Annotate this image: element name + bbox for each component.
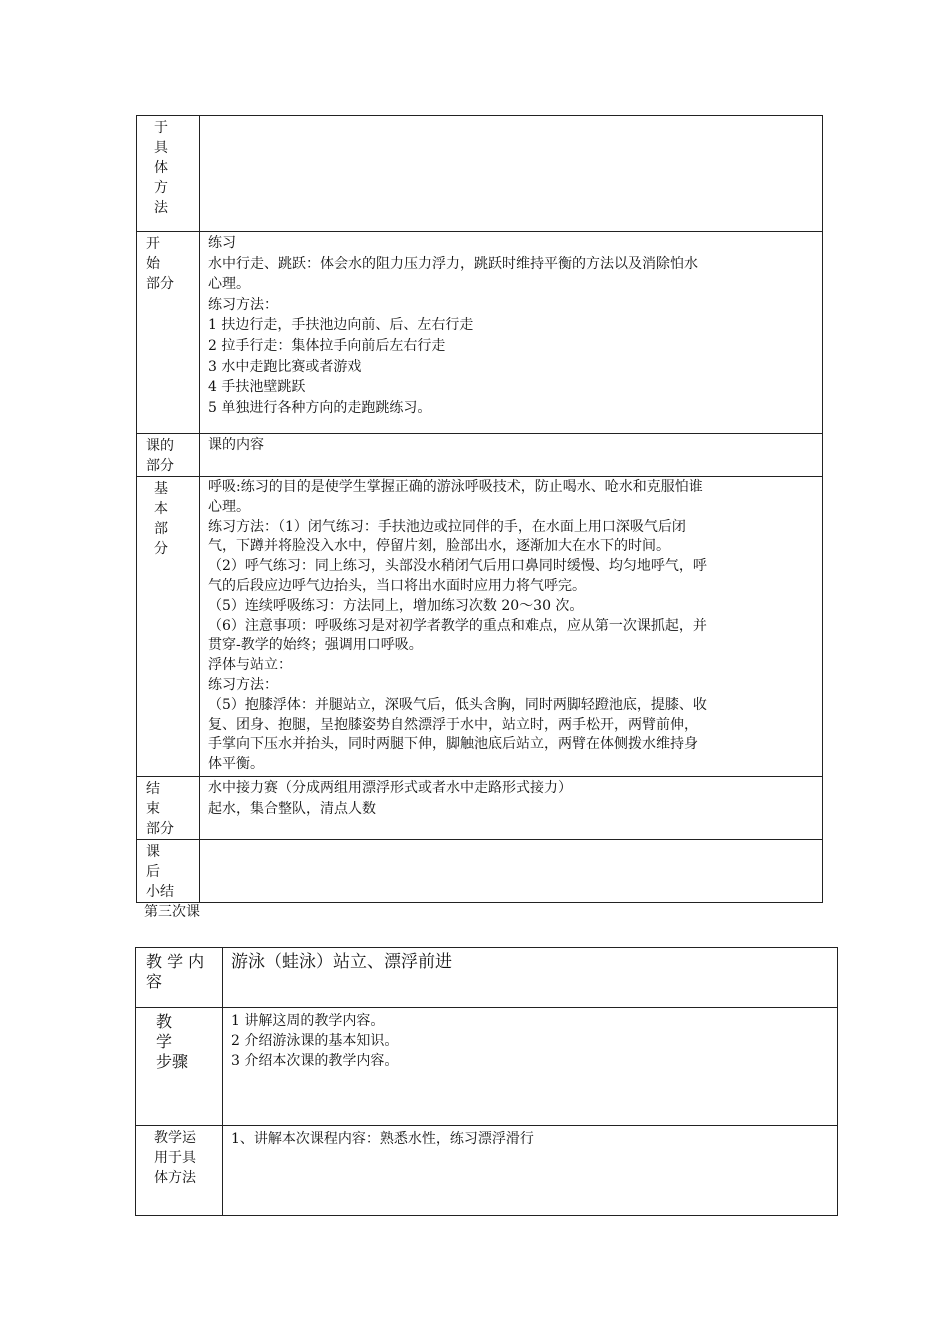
row-label: 教 学 内 容: [146, 952, 205, 991]
row-content-empty: [200, 840, 823, 903]
lesson-heading: 第三次课: [144, 904, 200, 920]
row-label-vertical: 于 具 体 方 法: [154, 120, 168, 216]
row-label: 教 学 步骤: [156, 1012, 189, 1071]
row-summary: [137, 840, 823, 903]
row-teaching-method: [136, 1126, 838, 1216]
row-label: 教学运 用于具 体方法: [154, 1130, 196, 1186]
row-label: 课 后 小结: [146, 844, 174, 900]
row-method-continued: [137, 116, 823, 232]
row-content-empty: [200, 116, 823, 232]
lesson-plan-table: [136, 115, 823, 903]
row-content: 课的内容: [208, 437, 264, 453]
row-label: 开 始 部分: [146, 236, 174, 292]
lesson-three-table: [135, 947, 838, 1216]
row-label-vertical: 基 本 部 分: [154, 481, 168, 557]
row-end-section: [137, 777, 823, 840]
row-teaching-steps: [136, 1008, 838, 1126]
row-start-section: [137, 232, 823, 434]
teaching-content-value: 游泳（蛙泳）站立、漂浮前进: [231, 952, 452, 972]
method-lines: 1、讲解本次课程内容：熟悉水性，练习漂浮滑行: [231, 1131, 534, 1147]
steps-list: 1 讲解这周的教学内容。 2 介绍游泳课的基本知识。 3 介绍本次课的教学内容。: [231, 1013, 399, 1069]
row-content: 练习 水中行走、跳跃：体会水的阻力压力浮力，跳跃时维持平衡的方法以及消除怕水 心理。 练习方法： 1 扶边行走，手扶池边向前、后、左右行走 2 拉手行走：集体拉手向前后左右行走 3 水中走跑比赛或者游戏 4 手扶池壁跳跃 5 单独进行各种方向的走跑跳练习。: [208, 235, 698, 416]
row-label: 结 束 部分: [146, 781, 174, 837]
row-content: 水中接力赛（分成两组用漂浮形式或者水中走路形式接力） 起水，集合整队，清点人数: [208, 780, 572, 817]
row-content: 呼吸:练习的目的是使学生掌握正确的游泳呼吸技术，防止喝水、呛水和克服怕谁 心理。 练习方法：（1）闭气练习：手扶池边或拉同伴的手，在水面上用口深吸气后闭 气，下蹲并将脸没入水中，停留片刻，脸部出水，逐渐加大在水下的时间。 （2）呼气练习：同上练习，头部没水稍闭气后用口鼻同时缓慢、均匀地呼气，呼 气的后段应边呼气边抬头，当口将出水面时应用力将气呼完。 （5）连续呼吸练习：方法同上，增加练习次数 20～30 次。 （6）注意事项：呼吸练习是对初学者教学的重点和难点，应从第一次课抓起，并 贯穿-教学的始终；强调用口呼吸。 浮体与站立： 练习方法： （5）抱膝浮体：并腿站立，深吸气后，低头含胸，同时两脚轻蹬池底，提膝、收 复、团身、抱腿，呈抱膝姿势自然漂浮于水中，站立时，两手松开，两臂前伸， 手掌向下压水并抬头，同时两腿下伸，脚触池底后站立，两臂在体侧拨水维持身 体平衡。: [208, 479, 707, 773]
row-label: 课的 部分: [146, 438, 174, 474]
row-teaching-content: [136, 948, 838, 1008]
row-lesson-part: [137, 434, 823, 477]
row-basic-section: [137, 477, 823, 777]
